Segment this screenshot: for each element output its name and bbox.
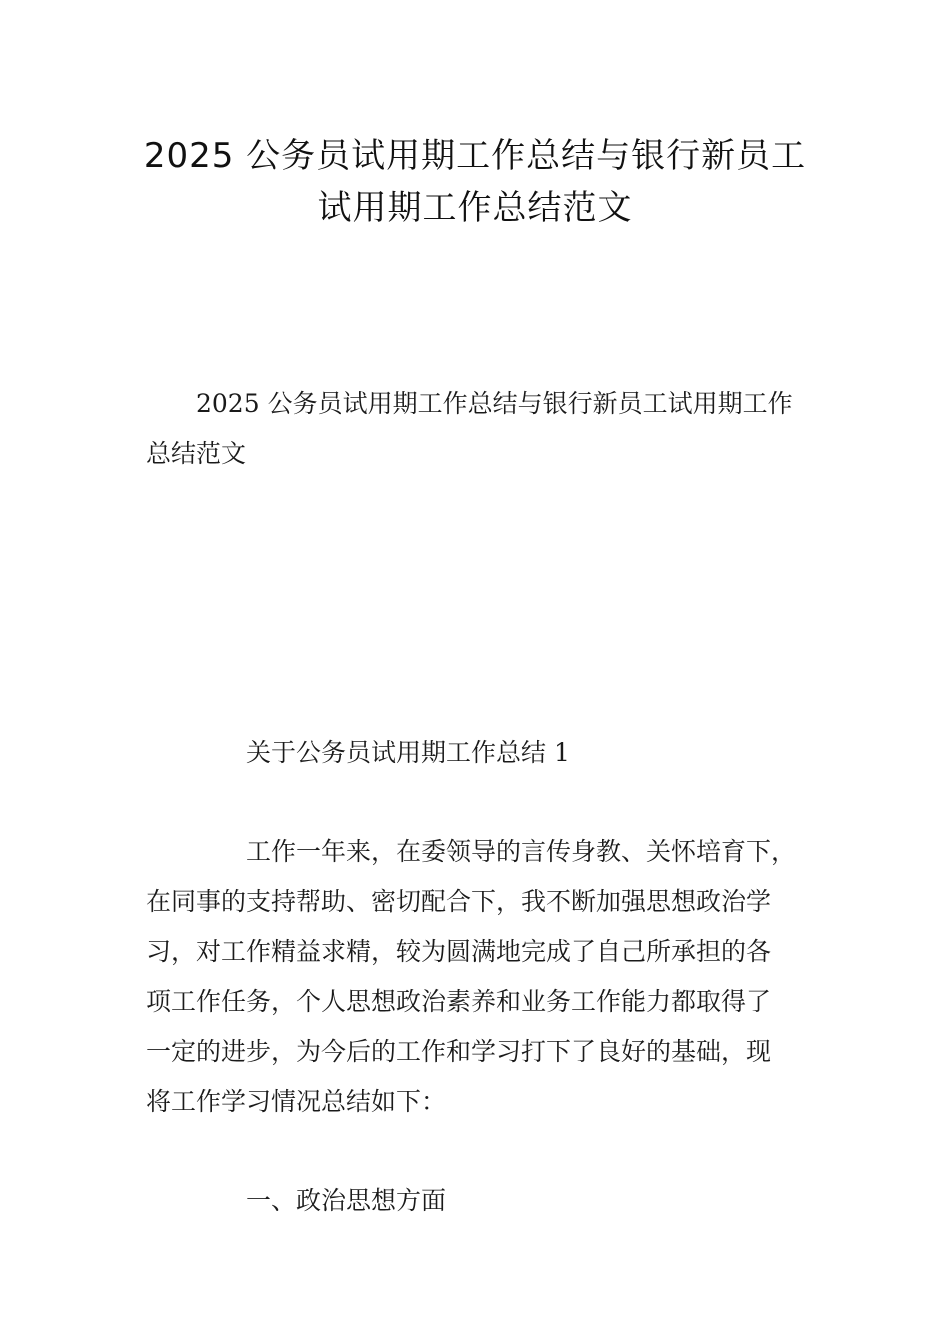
subheading-political: 一、政治思想方面 <box>246 1186 447 1215</box>
subtitle-line-2: 总结范文 <box>146 439 247 468</box>
section-heading: 关于公务员试用期工作总结 1 <box>246 738 570 767</box>
paragraph-line-5: 一定的进步，为今后的工作和学习打下了良好的基础，现 <box>146 1037 772 1066</box>
paragraph-line-3: 习，对工作精益求精，较为圆满地完成了自己所承担的各 <box>146 937 772 966</box>
paragraph-line-4: 项工作任务，个人思想政治素养和业务工作能力都取得了 <box>146 987 772 1016</box>
paragraph-line-6: 将工作学习情况总结如下： <box>146 1087 447 1116</box>
document-title-line-2: 试用期工作总结范文 <box>317 188 633 228</box>
paragraph-line-1: 工作一年来，在委领导的言传身教、关怀培育下， <box>246 837 797 866</box>
document-title-line-1: 2025 公务员试用期工作总结与银行新员工 <box>143 136 807 176</box>
paragraph-line-2: 在同事的支持帮助、密切配合下，我不断加强思想政治学 <box>146 887 772 916</box>
subtitle-line-1: 2025 公务员试用期工作总结与银行新员工试用期工作 <box>196 389 793 418</box>
